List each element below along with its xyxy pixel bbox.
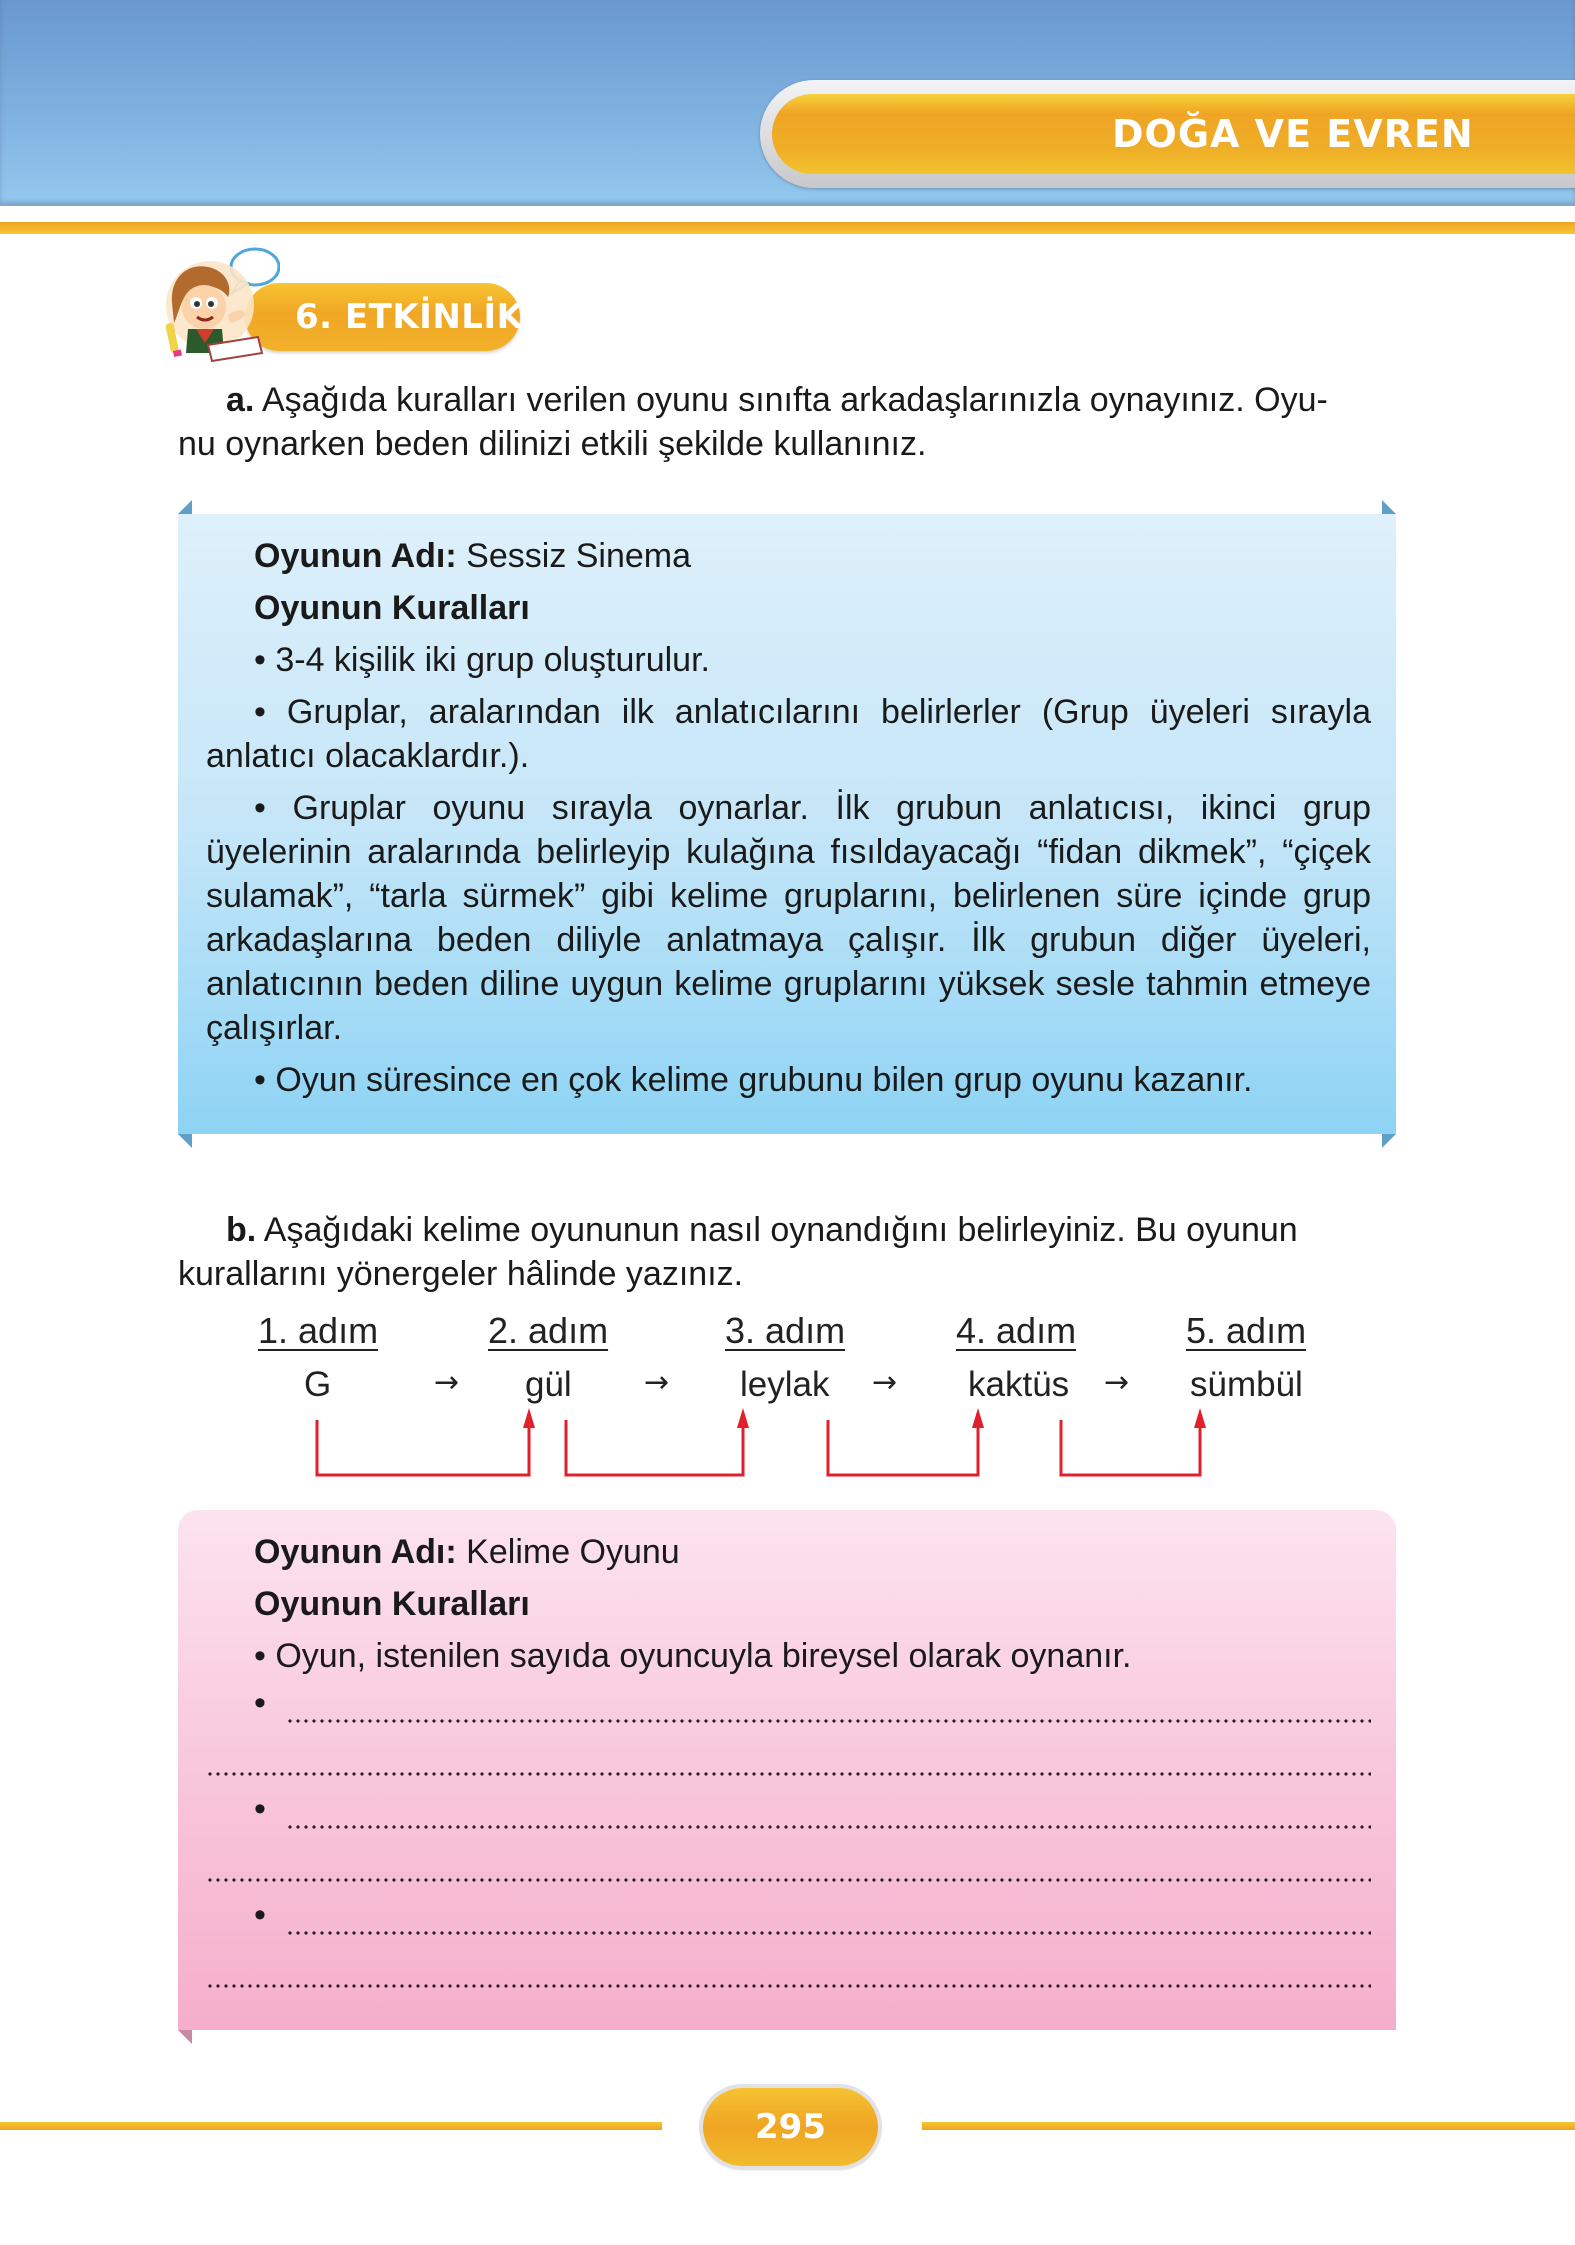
blank-rule-line[interactable]: • bbox=[206, 1895, 1371, 1943]
rules-title-row bbox=[206, 1582, 1371, 1626]
unit-title-tab bbox=[760, 80, 1575, 188]
rule-item: • Gruplar oyunu sırayla oynarlar. İlk grubun anlatıcısı, ikinci grup üyelerinin aralarında belirleyip kulağına fısıldayacağı “fidan dikmek”, “çiçek sulamak”, “tarla sürmek” gibi kelime gruplarını, belirlenen süre içinde grup arkadaşlarına beden diliyle anlatmaya çalışır. İlk grubun diğer üyeleri, anlatıcının beden diline uygun kelime gruplarını yüksek sesle tahmin etmeye çalışırlar. bbox=[206, 789, 1371, 1047]
footer-line-left bbox=[0, 2122, 662, 2130]
activity-badge bbox=[150, 245, 530, 365]
blank-rule-line[interactable] bbox=[206, 1948, 1371, 1996]
page-number-badge bbox=[703, 2088, 878, 2166]
word-game-steps bbox=[178, 1310, 1396, 1510]
part-a-text-line1: Aşağıda kuralları verilen oyunu sınıfta arkadaşlarınızla oynayınız. Oyu- bbox=[261, 381, 1328, 419]
part-b-text-line2: kurallarını yönergeler hâlinde yazınız. bbox=[178, 1255, 744, 1293]
step-label: 4. adım bbox=[956, 1310, 1077, 1351]
arrow-right-icon: → bbox=[434, 1365, 460, 1400]
game-name-row bbox=[206, 534, 1371, 578]
rules-title: Oyunun Kuralları bbox=[254, 1585, 530, 1623]
page-number: 295 bbox=[755, 2107, 826, 2147]
game-name-label: Oyunun Adı: bbox=[254, 1533, 457, 1571]
red-connector-arrows-icon bbox=[178, 1310, 1396, 1510]
box-fold-corner bbox=[178, 2030, 192, 2044]
blank-rule-line[interactable]: • bbox=[206, 1683, 1371, 1731]
arrow-right-icon: → bbox=[644, 1365, 670, 1400]
part-a-text-line2: nu oynarken beden dilinizi etkili şekilde kullanınız. bbox=[178, 425, 927, 463]
activity-label: 6. ETKİNLİK bbox=[295, 297, 524, 337]
box-fold-corner bbox=[178, 1134, 192, 1148]
game-name-value: Sessiz Sinema bbox=[466, 537, 692, 575]
header-divider-orange bbox=[0, 222, 1575, 234]
step-label: 3. adım bbox=[725, 1310, 846, 1351]
kelime-oyunu-rules-box bbox=[178, 1510, 1396, 2030]
step-label: 2. adım bbox=[488, 1310, 609, 1351]
rule-item: • Gruplar, aralarından ilk anlatıcılarını belirlerler (Grup üyeleri sırayla anlatıcı olacaklardır.). bbox=[206, 693, 1371, 775]
game-name-row bbox=[206, 1530, 1371, 1574]
part-b-letter: b. bbox=[226, 1211, 257, 1249]
footer-line-right bbox=[922, 2122, 1575, 2130]
box-fold-corner bbox=[178, 500, 192, 514]
unit-title: DOĞA VE EVREN bbox=[1112, 112, 1474, 156]
rule-item: • Oyun, istenilen sayıda oyuncuyla bireysel olarak oynanır. bbox=[254, 1637, 1132, 1675]
box-fold-corner bbox=[1382, 1134, 1396, 1148]
blank-rule-line[interactable]: • bbox=[206, 1789, 1371, 1837]
box-fold-corner bbox=[1382, 500, 1396, 514]
girl-with-speech-bubble-icon bbox=[150, 245, 280, 365]
game-name-value: Kelime Oyunu bbox=[466, 1533, 680, 1571]
part-a-letter: a. bbox=[226, 381, 255, 419]
rules-title-row bbox=[206, 586, 1371, 630]
rules-title: Oyunun Kuralları bbox=[254, 589, 530, 627]
step-label: 5. adım bbox=[1186, 1310, 1307, 1351]
arrow-right-icon: → bbox=[872, 1365, 898, 1400]
step-word: G bbox=[304, 1365, 332, 1404]
step-word: kaktüs bbox=[968, 1365, 1070, 1404]
step-label: 1. adım bbox=[258, 1310, 379, 1351]
header-divider-white bbox=[0, 206, 1575, 222]
unit-title-pill bbox=[772, 94, 1575, 174]
part-b-text-line1: Aşağıdaki kelime oyununun nasıl oynandığını belirleyiniz. Bu oyunun bbox=[263, 1211, 1298, 1249]
game-name-label: Oyunun Adı: bbox=[254, 537, 457, 575]
arrow-right-icon: → bbox=[1104, 1365, 1130, 1400]
step-word: gül bbox=[525, 1365, 572, 1404]
rule-item: • 3-4 kişilik iki grup oluşturulur. bbox=[254, 641, 710, 679]
sessiz-sinema-rules-box bbox=[178, 514, 1396, 1134]
blank-rule-line[interactable] bbox=[206, 1736, 1371, 1784]
step-word: leylak bbox=[740, 1365, 830, 1404]
part-a-instruction bbox=[178, 378, 1396, 466]
rule-item: • Oyun süresince en çok kelime grubunu bilen grup oyunu kazanır. bbox=[254, 1061, 1253, 1099]
part-b-instruction bbox=[178, 1208, 1396, 1296]
blank-rule-line[interactable] bbox=[206, 1842, 1371, 1890]
step-word: sümbül bbox=[1190, 1365, 1303, 1404]
